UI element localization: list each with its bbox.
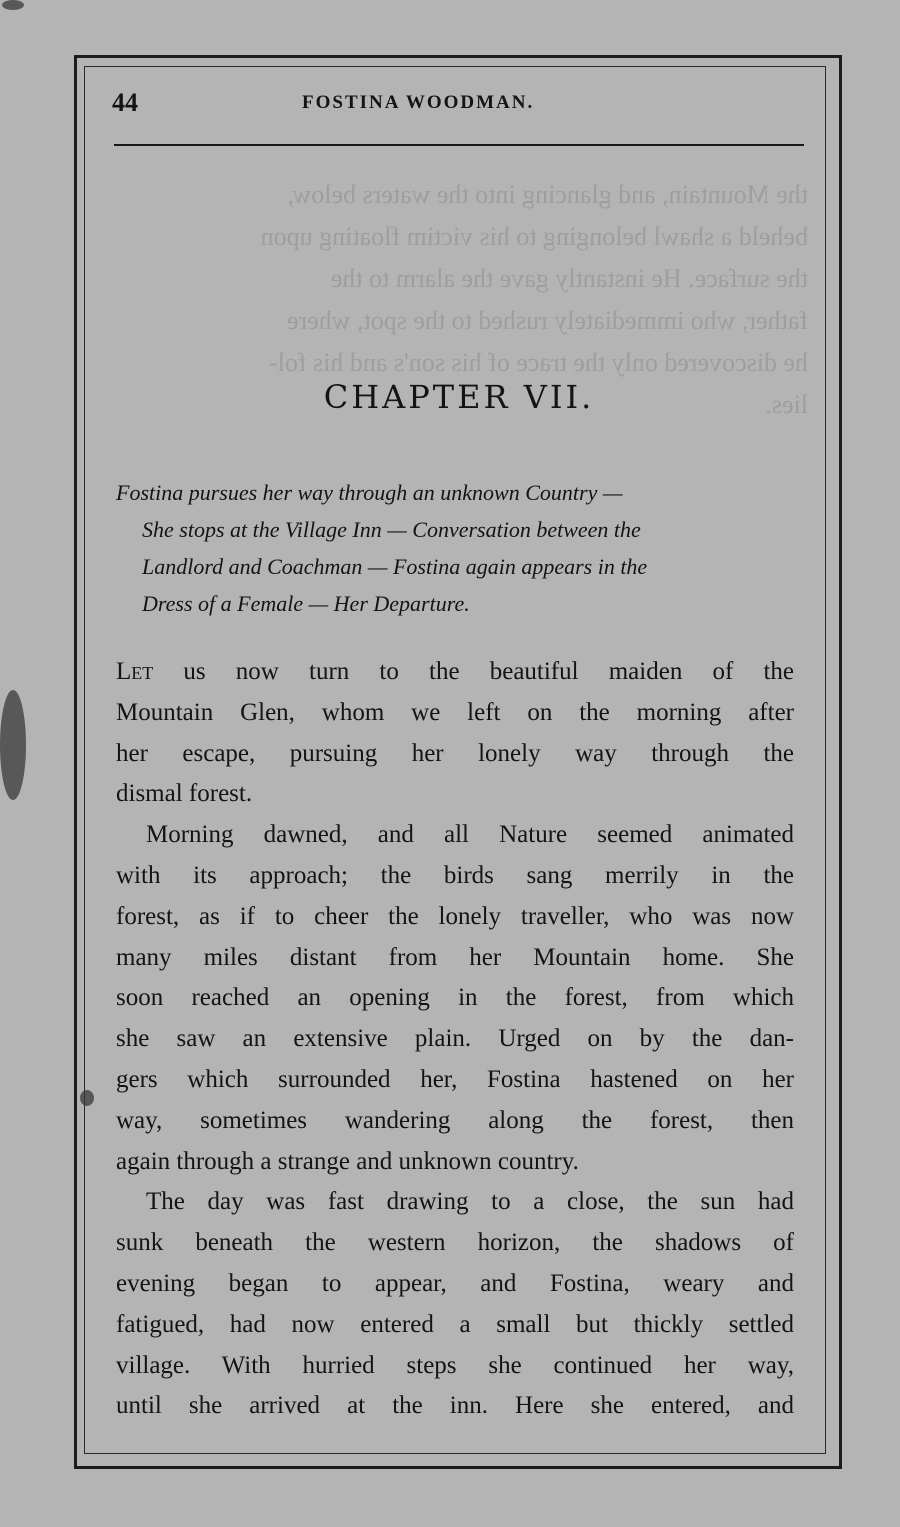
body-line: evening began to appear, and Fostina, weary and [116,1269,794,1297]
body-text [116,652,794,1427]
bleed-line: father, who immediately rushed to the spot, where [287,306,808,335]
body-line: Let us now turn to the beautiful maiden of the [116,658,794,685]
body-line: with its approach; the birds sang merrily in the [116,861,794,889]
synopsis-line: Dress of a Female — Her Departure. [142,591,470,616]
bleed-line: the surface. He instantly gave the alarm to the [330,264,808,293]
body-line: village. With hurried steps she continued her way, [116,1351,794,1379]
body-line: dismal forest. [116,780,253,808]
bleed-line: lies. [765,390,808,419]
body-line: Mountain Glen, whom we left on the morning after [116,698,794,726]
ink-smudge [2,0,24,10]
body-line: forest, as if to cheer the lonely traveller, who was now [116,902,794,930]
body-line: The day was fast drawing to a close, the sun had [146,1188,794,1216]
synopsis-line: She stops at the Village Inn — Conversation between the [142,517,641,542]
page-number: 44 [112,88,138,117]
synopsis-line: Fostina pursues her way through an unknown Country — [116,480,623,505]
drop-word: Let [116,658,154,685]
chapter-title: CHAPTER VII. [323,378,595,416]
bleed-line: he discovered only the trace of his son's and his fol- [269,348,808,377]
body-line: gers which surrounded her, Fostina hastened on her [116,1065,794,1093]
ink-smudge [80,1090,94,1106]
body-line: again through a strange and unknown country. [116,1147,579,1175]
body-line: Morning dawned, and all Nature seemed animated [146,821,794,849]
bleed-line: beheld a shawl belonging to his victim floating upon [260,222,808,251]
running-title: FOSTINA WOODMAN. [302,92,535,113]
header-rule [114,144,804,146]
chapter-synopsis [116,474,796,622]
body-line: many miles distant from her Mountain home. She [116,943,794,971]
ink-smudge [0,690,26,800]
bleed-line: the Mountain, and glancing into the waters below, [287,180,808,209]
body-line: way, sometimes wandering along the forest, then [116,1106,794,1134]
body-line: sunk beneath the western horizon, the shadows of [116,1229,794,1257]
page-header [112,88,802,124]
body-line: her escape, pursuing her lonely way through the [116,739,794,767]
synopsis-line: Landlord and Coachman — Fostina again appears in the [142,554,648,579]
body-line: fatigued, had now entered a small but thickly settled [116,1310,794,1338]
body-line: soon reached an opening in the forest, from which [116,984,794,1012]
body-line: until she arrived at the inn. Here she entered, and [116,1392,794,1420]
body-line: she saw an extensive plain. Urged on by the dan- [116,1025,794,1053]
